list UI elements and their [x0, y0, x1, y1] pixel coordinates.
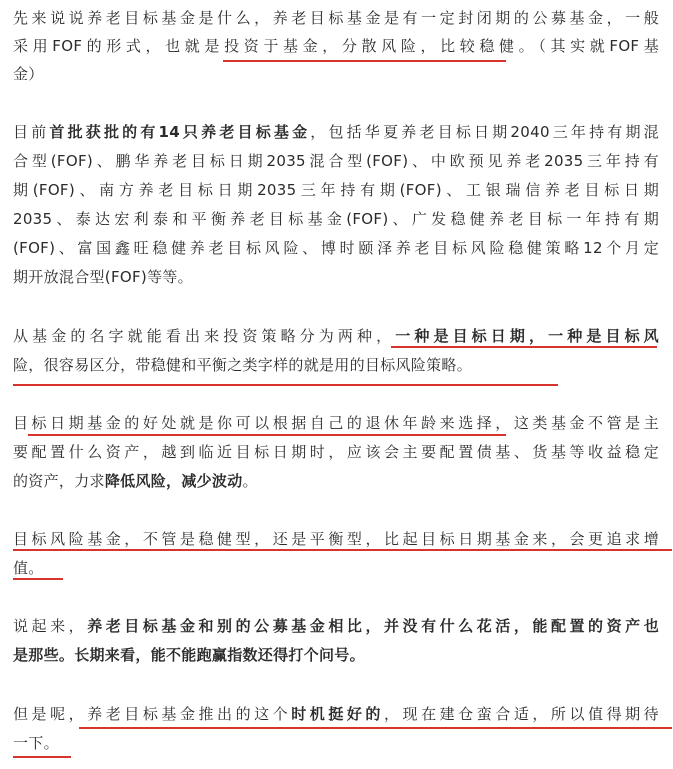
highlight-underline [223, 60, 506, 62]
text-line: (FOF)、富国鑫旺稳健养老目标风险、博时颐泽养老目标风险稳健策略12个月定 [13, 239, 659, 257]
highlight-underline [13, 549, 672, 551]
text-line: 说起来，养老目标基金和别的公募基金相比，并没有什么花活，能配置的资产也 [13, 617, 659, 635]
text-line: 期开放混合型(FOF)等等。 [13, 268, 193, 286]
text-line: 要配置什么资产，越到临近目标日期时，应该会主要配置债基、货基等收益稳定 [13, 443, 659, 461]
text-line: 目前首批获批的有14只养老目标基金，包括华夏养老目标日期2040三年持有期混 [13, 123, 659, 141]
text-line: 期(FOF)、南方养老目标日期2035三年持有期(FOF)、工银瑞信养老目标日期 [13, 181, 659, 199]
text-line: 先来说说养老目标基金是什么，养老目标基金是有一定封闭期的公募基金，一般 [13, 9, 659, 27]
text-line: 采用FOF的形式，也就是投资于基金，分散风险，比较稳健。（其实就FOF基 [13, 37, 659, 55]
text-line: 但是呢，养老目标基金推出的这个时机挺好的，现在建仓蛮合适，所以值得期待 [13, 705, 659, 723]
highlight-underline [391, 346, 657, 348]
text-line: 险，很容易区分，带稳健和平衡之类字样的就是用的目标风险策略。 [13, 356, 473, 374]
text-line: 的资产，力求降低风险，减少波动。 [13, 472, 258, 490]
text-line: 金） [13, 65, 44, 83]
highlight-underline [13, 384, 558, 386]
highlight-underline [13, 756, 71, 758]
text-line: 从基金的名字就能看出来投资策略分为两种，一种是目标日期，一种是目标风 [13, 327, 659, 345]
text-line: 目标日期基金的好处就是你可以根据自己的退休年龄来选择，这类基金不管是主 [13, 414, 659, 432]
highlight-underline [28, 434, 506, 436]
text-line: 值。 [13, 559, 44, 577]
highlight-underline [79, 727, 672, 729]
text-line: 是那些。长期来看，能不能跑赢指数还得打个问号。 [13, 646, 365, 664]
highlight-underline [13, 578, 63, 580]
text-line: 目标风险基金，不管是稳健型，还是平衡型，比起目标日期基金来，会更追求增 [13, 530, 659, 548]
text-line: 一下。 [13, 734, 59, 752]
text-line: 2035、泰达宏利泰和平衡养老目标基金(FOF)、广发稳健养老目标一年持有期 [13, 210, 659, 228]
text-line: 合型(FOF)、鹏华养老目标日期2035混合型(FOF)、中欧预见养老2035三年持有 [13, 152, 659, 170]
